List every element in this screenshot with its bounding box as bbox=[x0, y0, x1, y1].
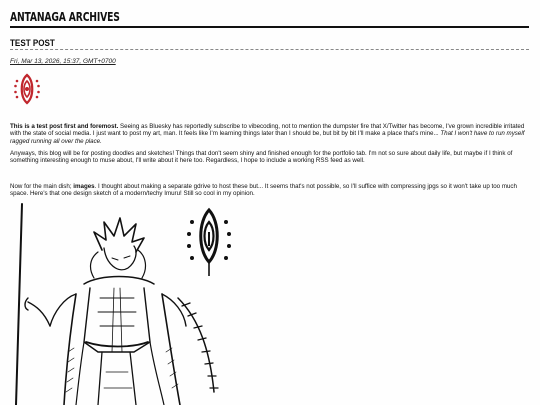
intro-bold: This is a test post first and foremost. bbox=[10, 123, 119, 130]
images-text: . I thought about making a separate gdrive to host these but... It seems that's not possible, so I'll suffice with compressing jpgs so it won't take up too much space. Here's that one design sketch of a modern/techy Imuru! Still so cool in my opinion. bbox=[10, 183, 517, 198]
intro-paragraph bbox=[10, 123, 529, 145]
images-paragraph bbox=[10, 183, 529, 198]
character-sketch-image[interactable] bbox=[14, 202, 264, 405]
intro-text: Seeing as Bluesky has reportedly subscribe to vibecoding, not to mention the dumpster fire that X/Twitter has become, I've grown incredible irritated with the state of social media. I just want to post my art, man. It feels like I'm learning things later than I should be, but bit by bit I'll make a place that's mine... bbox=[10, 123, 525, 138]
blog-purpose-paragraph: Anyways, this blog will be for posting doodles and sketches! Things that don't seem shiny and finished enough for the portfolio tab. I'm not so sure about daily life, but maybe if I think of something interesting enough to muse about, I'll write about it here too. Regardless, I hope to include a working RSS feed as well. bbox=[10, 150, 513, 165]
images-pre: Now for the main dish; bbox=[10, 183, 74, 190]
images-bold: images bbox=[73, 183, 95, 190]
title-divider bbox=[10, 49, 529, 50]
header-divider bbox=[10, 26, 529, 28]
post-title: TEST POST bbox=[10, 38, 55, 49]
red-eye-emblem-icon bbox=[12, 72, 42, 106]
post-date[interactable]: Fri, Mar 13, 2026, 15:37, GMT+0700 bbox=[10, 58, 116, 65]
site-title[interactable]: ANTANAGA ARCHIVES bbox=[10, 9, 120, 24]
intro-italic: That I won't have to run myself ragged running all over the place. bbox=[10, 130, 525, 145]
